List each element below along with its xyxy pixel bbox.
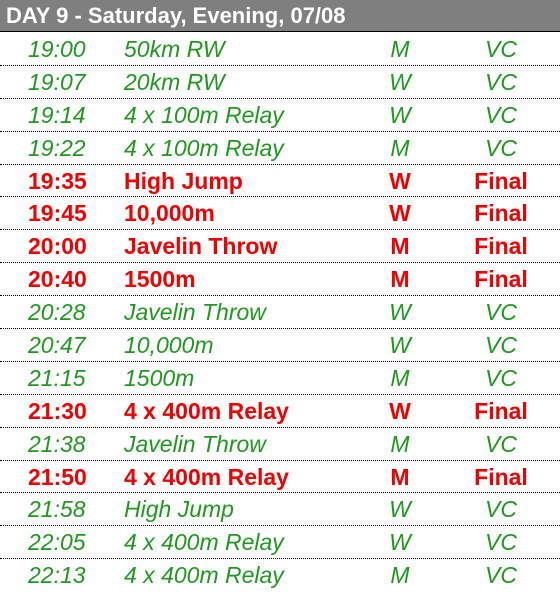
event-gender: W [389, 332, 411, 359]
event-type: VC [485, 68, 517, 95]
event-name: 4 x 100m Relay [124, 134, 284, 161]
event-time: 19:07 [28, 68, 86, 95]
event-name: Javelin Throw [124, 233, 278, 260]
event-type: VC [485, 529, 517, 556]
event-time: 22:13 [28, 562, 86, 589]
event-name: Javelin Throw [124, 430, 266, 457]
schedule-row [0, 428, 560, 461]
event-time: 21:50 [28, 463, 87, 490]
event-type: Final [474, 200, 528, 227]
event-time: 22:05 [28, 529, 86, 556]
event-gender: M [390, 463, 410, 490]
event-time: 19:00 [28, 36, 86, 62]
schedule-row [0, 197, 560, 230]
event-type: Final [474, 167, 528, 194]
event-type: VC [485, 496, 517, 523]
event-time: 19:14 [28, 101, 86, 128]
event-time: 20:47 [28, 332, 86, 359]
event-type: Final [474, 233, 528, 260]
schedule-row [0, 395, 560, 428]
event-type: VC [485, 332, 517, 359]
event-name: High Jump [124, 496, 234, 523]
event-gender: W [389, 167, 411, 194]
event-name: High Jump [124, 167, 243, 194]
event-gender: W [389, 529, 411, 556]
event-type: Final [474, 397, 528, 424]
event-time: 19:22 [28, 134, 86, 161]
event-type: VC [485, 364, 517, 391]
event-gender: M [390, 134, 410, 161]
event-gender: W [389, 68, 411, 95]
event-type: VC [485, 101, 517, 128]
schedule-row [0, 230, 560, 263]
event-time: 19:45 [28, 200, 87, 227]
event-time: 21:38 [28, 430, 86, 457]
event-time: 21:58 [28, 496, 86, 523]
event-name: 10,000m [124, 200, 215, 227]
schedule-row [0, 66, 560, 99]
schedule-row [0, 263, 560, 296]
schedule-row [0, 493, 560, 526]
event-type: VC [485, 36, 517, 62]
schedule-row [0, 132, 560, 165]
event-gender: W [389, 200, 411, 227]
schedule-row [0, 165, 560, 198]
schedule-row [0, 526, 560, 559]
schedule-row [0, 362, 560, 395]
event-time: 20:00 [28, 233, 87, 260]
event-name: Javelin Throw [124, 299, 266, 326]
event-gender: M [390, 36, 410, 62]
event-gender: M [390, 233, 410, 260]
schedule-row [0, 329, 560, 362]
event-time: 20:40 [28, 266, 87, 293]
event-name: 4 x 400m Relay [124, 529, 284, 556]
event-gender: M [390, 266, 410, 293]
event-type: VC [485, 299, 517, 326]
event-type: Final [474, 463, 528, 490]
event-name: 4 x 400m Relay [124, 562, 284, 589]
event-name: 1500m [124, 266, 196, 293]
event-name: 20km RW [124, 68, 225, 95]
event-time: 20:28 [28, 299, 86, 326]
schedule-row [0, 99, 560, 132]
schedule-rows [0, 33, 560, 592]
event-gender: M [390, 364, 410, 391]
schedule-row [0, 296, 560, 329]
schedule-row [0, 461, 560, 494]
event-type: VC [485, 430, 517, 457]
event-time: 21:30 [28, 397, 87, 424]
event-type: VC [485, 562, 517, 589]
schedule-row [0, 33, 560, 66]
schedule-row [0, 559, 560, 592]
event-name: 4 x 100m Relay [124, 101, 284, 128]
event-gender: W [389, 101, 411, 128]
event-name: 50km RW [124, 36, 225, 62]
day-title: DAY 9 - Saturday, Evening, 07/08 [0, 0, 560, 32]
event-gender: W [389, 397, 411, 424]
event-gender: M [390, 430, 410, 457]
event-gender: W [389, 496, 411, 523]
event-name: 4 x 400m Relay [124, 397, 289, 424]
event-time: 21:15 [28, 364, 86, 391]
event-name: 10,000m [124, 332, 214, 359]
event-time: 19:35 [28, 167, 87, 194]
event-name: 4 x 400m Relay [124, 463, 289, 490]
event-type: VC [485, 134, 517, 161]
event-type: Final [474, 266, 528, 293]
event-gender: W [389, 299, 411, 326]
event-gender: M [390, 562, 410, 589]
event-name: 1500m [124, 364, 195, 391]
